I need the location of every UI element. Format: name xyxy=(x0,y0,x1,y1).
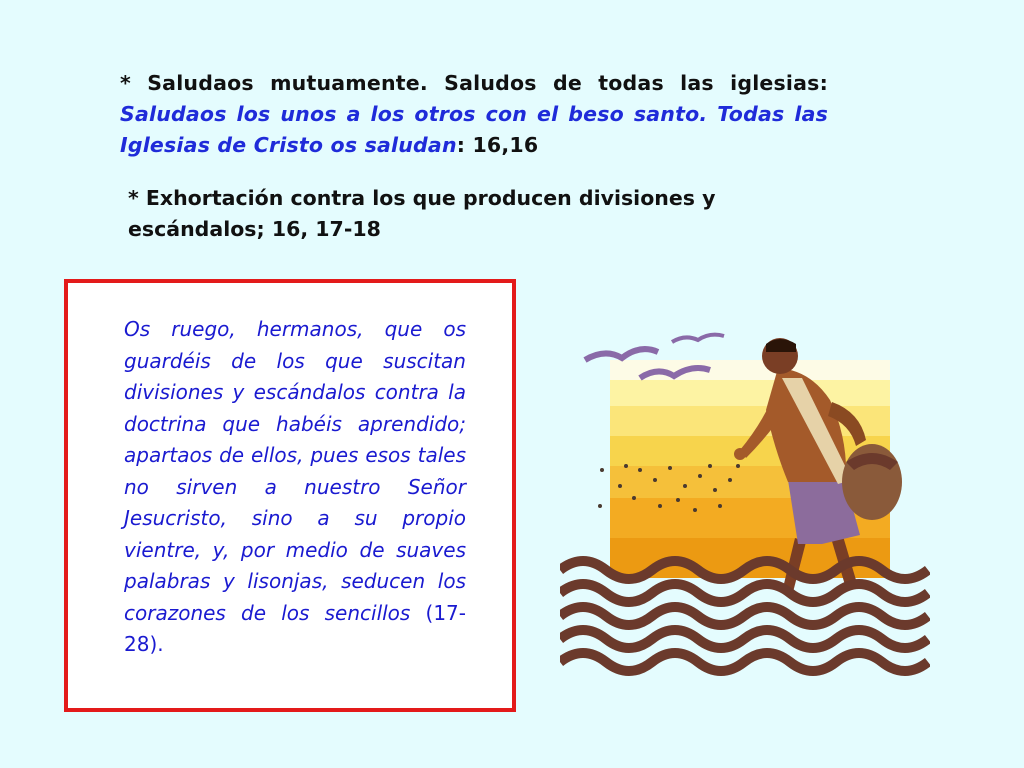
paragraph-greetings xyxy=(120,68,828,161)
sower-icon xyxy=(560,330,930,680)
quote-box xyxy=(64,279,516,712)
greetings-lead: * Saludaos mutuamente. Saludos de todas las iglesias: xyxy=(120,71,828,95)
greetings-ref: : 16,16 xyxy=(456,133,539,157)
quote-body: Os ruego, hermanos, que os guardéis de los que suscitan divisiones y escándalos contra la doctrina que habéis aprendido; apartaos de ellos, pues esos tales no sirven a nuestro Señor Jesucristo, sino a su propio vientre, y, por medio de suaves palabras y lisonjas, seducen los corazones de los sencillos xyxy=(124,317,466,625)
paragraph-exhortation: * Exhortación contra los que producen divisiones y escándalos; 16, 17-18 xyxy=(128,186,716,241)
greetings-quote: Saludaos los unos a los otros con el beso santo. Todas las Iglesias de Cristo os saludan xyxy=(120,102,828,157)
quote-ref: (17-28). xyxy=(124,600,466,656)
quote-text xyxy=(124,314,466,661)
